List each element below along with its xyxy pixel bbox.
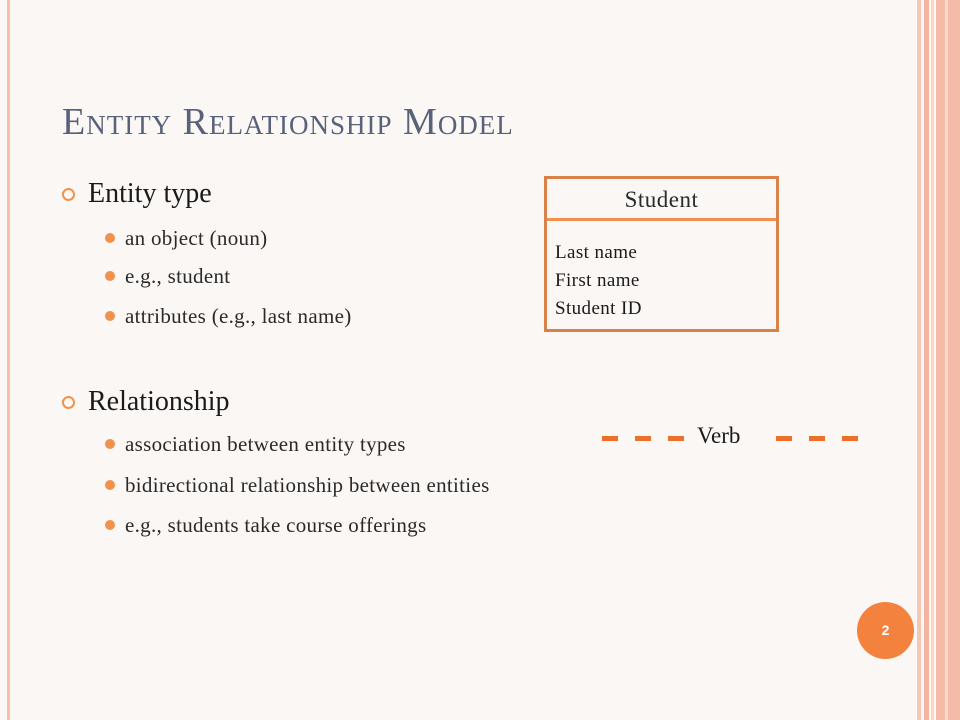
slide-title: Entity Relationship Model xyxy=(62,101,514,143)
bullet-text: e.g., student xyxy=(125,264,231,288)
dot-bullet-icon xyxy=(105,439,115,449)
dash-segment xyxy=(776,436,792,441)
entity-attribute: Student ID xyxy=(555,298,642,319)
left-border-line xyxy=(7,0,10,720)
relationship-verb-label: Verb xyxy=(697,423,741,448)
ring-bullet-icon xyxy=(62,396,75,409)
bullet-text: association between entity types xyxy=(125,432,406,456)
entity-box-student xyxy=(544,176,779,332)
page-number-badge: 2 xyxy=(857,602,914,659)
dot-bullet-icon xyxy=(105,271,115,281)
section-heading-text: Relationship xyxy=(88,386,230,417)
dashed-line-right xyxy=(776,432,866,442)
bullet-text: bidirectional relationship between entities xyxy=(125,473,490,497)
entity-attribute-list xyxy=(547,221,776,323)
dot-bullet-icon xyxy=(105,233,115,243)
decor-stripe xyxy=(924,0,929,720)
dashed-line-left xyxy=(602,432,692,442)
bullet-text: e.g., students take course offerings xyxy=(125,513,427,537)
dash-segment xyxy=(635,436,651,441)
decor-stripe xyxy=(931,0,934,720)
entity-attribute: Last name xyxy=(555,242,638,263)
dot-bullet-icon xyxy=(105,520,115,530)
decor-stripe xyxy=(936,0,960,720)
entity-name: Student xyxy=(547,179,776,221)
dot-bullet-icon xyxy=(105,311,115,321)
dot-bullet-icon xyxy=(105,480,115,490)
dash-segment xyxy=(668,436,684,441)
dash-segment xyxy=(842,436,858,441)
ring-bullet-icon xyxy=(62,188,75,201)
bullet-text: an object (noun) xyxy=(125,226,268,250)
decor-stripe xyxy=(945,0,948,720)
entity-attribute: First name xyxy=(555,270,640,291)
section-heading-text: Entity type xyxy=(88,178,212,209)
bullet-text: attributes (e.g., last name) xyxy=(125,304,352,328)
dash-segment xyxy=(809,436,825,441)
dash-segment xyxy=(602,436,618,441)
decor-stripe xyxy=(917,0,921,720)
